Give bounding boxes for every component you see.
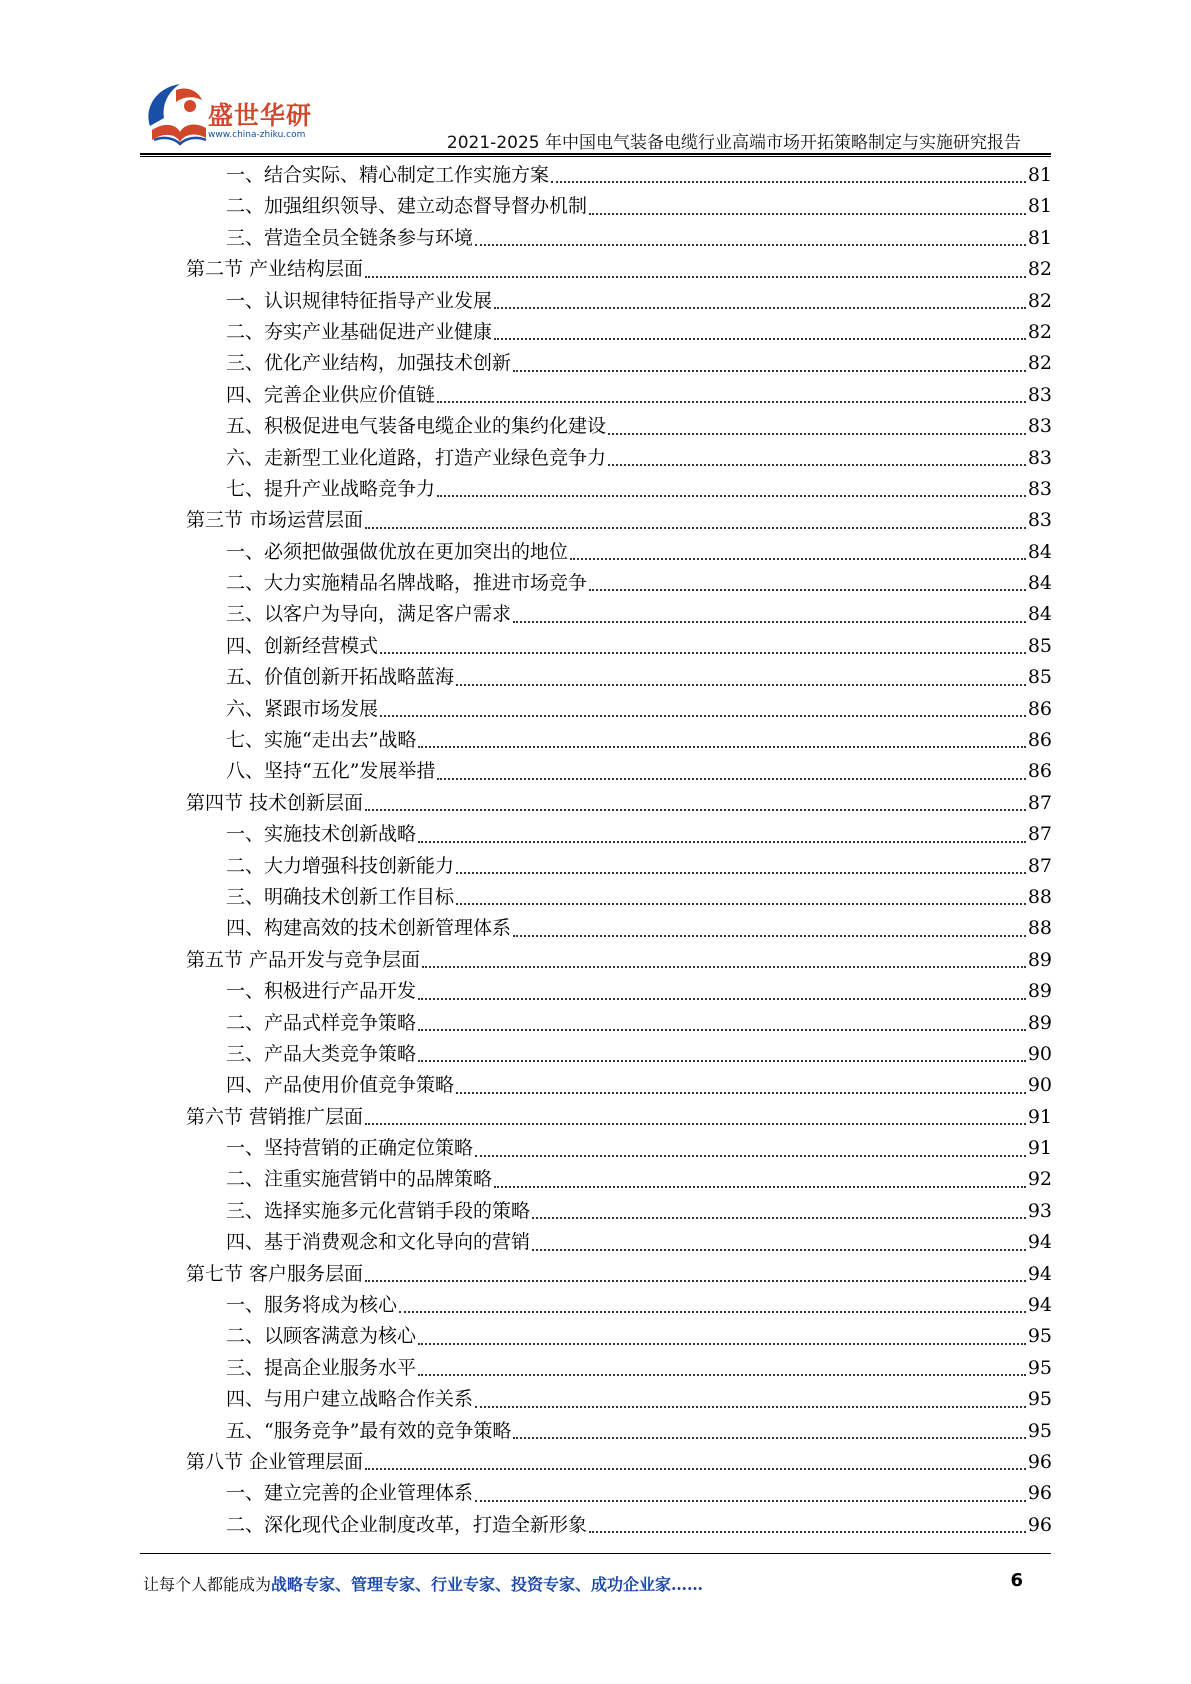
toc-entry-title: 六、紧跟市场发展 <box>226 697 379 720</box>
toc-entry-page: 81 <box>1027 163 1052 186</box>
toc-dot-leader <box>589 213 1026 215</box>
toc-dot-leader <box>608 433 1026 435</box>
toc-entry-title: 二、大力增强科技创新能力 <box>226 854 455 877</box>
toc-entry-title: 二、产品式样竞争策略 <box>226 1011 417 1034</box>
toc-entry-title: 二、以顾客满意为核心 <box>226 1325 417 1348</box>
toc-entry-page: 82 <box>1027 289 1052 312</box>
toc-subsection-entry[interactable] <box>186 411 1052 442</box>
toc-dot-leader <box>418 841 1026 843</box>
toc-entry-title: 三、以客户为导向，满足客户需求 <box>226 603 512 626</box>
toc-subsection-entry[interactable] <box>186 474 1052 505</box>
toc-subsection-entry[interactable] <box>186 1290 1052 1321</box>
toc-entry-title: 四、基于消费观念和文化导向的营销 <box>226 1231 531 1254</box>
toc-entry-page: 96 <box>1027 1513 1052 1536</box>
toc-subsection-entry[interactable] <box>186 443 1052 474</box>
toc-entry-title: 二、加强组织领导、建立动态督导督办机制 <box>226 195 588 218</box>
toc-entry-title: 七、提升产业战略竞争力 <box>226 477 436 500</box>
toc-subsection-entry[interactable] <box>186 223 1052 254</box>
toc-entry-page: 83 <box>1027 509 1052 532</box>
toc-entry-title: 第五节 产品开发与竞争层面 <box>186 948 421 971</box>
toc-entry-page: 86 <box>1027 729 1052 752</box>
toc-dot-leader <box>456 872 1026 874</box>
toc-entry-page: 96 <box>1027 1482 1052 1505</box>
toc-dot-leader <box>437 495 1026 497</box>
toc-dot-leader <box>589 1531 1026 1533</box>
brand-name: 盛世华研 <box>208 101 313 130</box>
toc-entry-page: 95 <box>1027 1325 1052 1348</box>
toc-subsection-entry[interactable] <box>186 537 1052 568</box>
toc-entry-title: 二、深化现代企业制度改革，打造全新形象 <box>226 1513 588 1536</box>
toc-subsection-entry[interactable] <box>186 694 1052 725</box>
toc-dot-leader <box>494 338 1026 340</box>
toc-section-entry[interactable] <box>186 1259 1052 1290</box>
toc-entry-page: 87 <box>1027 791 1052 814</box>
toc-entry-title: 一、结合实际、精心制定工作实施方案 <box>226 163 550 186</box>
toc-dot-leader <box>494 307 1026 309</box>
toc-entry-title: 一、认识规律特征指导产业发展 <box>226 289 493 312</box>
toc-entry-title: 七、实施“走出去”战略 <box>226 729 417 752</box>
footer-divider <box>140 1553 1051 1554</box>
toc-entry-title: 第三节 市场运营层面 <box>186 509 364 532</box>
toc-entry-title: 五、“服务竞争”最有效的竞争策略 <box>226 1419 512 1442</box>
toc-entry-title: 三、产品大类竞争策略 <box>226 1042 417 1065</box>
toc-dot-leader <box>494 1186 1026 1188</box>
toc-entry-page: 95 <box>1027 1356 1052 1379</box>
toc-entry-page: 88 <box>1027 917 1052 940</box>
toc-entry-title: 二、注重实施营销中的品牌策略 <box>226 1168 493 1191</box>
toc-entry-title: 第七节 客户服务层面 <box>186 1262 364 1285</box>
toc-dot-leader <box>418 1029 1026 1031</box>
toc-entry-title: 第四节 技术创新层面 <box>186 791 364 814</box>
toc-subsection-entry[interactable] <box>186 1353 1052 1384</box>
toc-entry-page: 95 <box>1027 1419 1052 1442</box>
toc-entry-page: 83 <box>1027 383 1052 406</box>
toc-dot-leader <box>422 966 1026 968</box>
toc-dot-leader <box>532 1249 1026 1251</box>
toc-subsection-entry[interactable] <box>186 1196 1052 1227</box>
toc-entry-page: 82 <box>1027 258 1052 281</box>
toc-entry-title: 四、构建高效的技术创新管理体系 <box>226 917 512 940</box>
toc-dot-leader <box>418 746 1025 748</box>
page-header <box>0 0 1191 160</box>
toc-entry-title: 二、大力实施精品名牌战略，推进市场竞争 <box>226 572 588 595</box>
toc-subsection-entry[interactable] <box>186 1416 1052 1447</box>
toc-subsection-entry[interactable] <box>186 1510 1052 1541</box>
toc-subsection-entry[interactable] <box>186 348 1052 379</box>
toc-dot-leader <box>418 1374 1026 1376</box>
toc-subsection-entry[interactable] <box>186 725 1052 756</box>
toc-entry-title: 三、优化产业结构，加强技术创新 <box>226 352 512 375</box>
toc-dot-leader <box>456 903 1026 905</box>
table-of-contents <box>186 160 1052 1541</box>
toc-subsection-entry[interactable] <box>186 1227 1052 1258</box>
toc-entry-page: 92 <box>1027 1168 1052 1191</box>
toc-dot-leader <box>380 652 1026 654</box>
toc-dot-leader <box>608 464 1026 466</box>
toc-entry-page: 82 <box>1027 320 1052 343</box>
toc-entry-page: 96 <box>1027 1451 1052 1473</box>
toc-entry-page: 86 <box>1027 760 1052 783</box>
toc-entry-page: 85 <box>1027 666 1052 689</box>
toc-subsection-entry[interactable] <box>186 317 1052 348</box>
toc-entry-title: 三、营造全员全链条参与环境 <box>226 226 474 249</box>
toc-entry-title: 一、必须把做强做优放在更加突出的地位 <box>226 540 569 563</box>
toc-entry-page: 93 <box>1027 1199 1052 1222</box>
toc-entry-title: 三、明确技术创新工作目标 <box>226 885 455 908</box>
toc-entry-page: 81 <box>1027 195 1052 218</box>
report-title: 2021-2025 年中国电气装备电缆行业高端市场开拓策略制定与实施研究报告 <box>446 133 1021 153</box>
toc-entry-page: 95 <box>1027 1388 1052 1411</box>
toc-section-entry[interactable] <box>186 505 1052 536</box>
toc-entry-title: 四、创新经营模式 <box>226 634 379 657</box>
toc-subsection-entry[interactable] <box>186 1008 1052 1039</box>
toc-dot-leader <box>365 1468 1026 1470</box>
toc-subsection-entry[interactable] <box>186 1133 1052 1164</box>
toc-entry-page: 88 <box>1027 885 1052 908</box>
toc-subsection-entry[interactable] <box>186 160 1052 191</box>
toc-entry-title: 二、夯实产业基础促进产业健康 <box>226 320 493 343</box>
toc-dot-leader <box>418 1343 1026 1345</box>
toc-entry-title: 三、提高企业服务水平 <box>226 1356 417 1379</box>
toc-entry-page: 94 <box>1027 1231 1052 1254</box>
toc-section-entry[interactable] <box>186 945 1052 976</box>
toc-dot-leader <box>399 1311 1026 1313</box>
toc-dot-leader <box>513 621 1026 623</box>
toc-dot-leader <box>380 715 1026 717</box>
toc-dot-leader <box>475 1500 1026 1502</box>
toc-entry-title: 八、坚持“五化”发展举措 <box>226 760 436 783</box>
toc-subsection-entry[interactable] <box>186 1478 1052 1509</box>
toc-entry-title: 一、实施技术创新战略 <box>226 823 417 846</box>
toc-entry-page: 84 <box>1027 572 1052 595</box>
toc-entry-title: 三、选择实施多元化营销手段的策略 <box>226 1199 531 1222</box>
toc-dot-leader <box>365 276 1026 278</box>
toc-dot-leader <box>570 558 1026 560</box>
toc-dot-leader <box>589 589 1026 591</box>
toc-entry-page: 83 <box>1027 446 1052 469</box>
toc-entry-page: 81 <box>1027 226 1052 249</box>
toc-dot-leader <box>513 935 1026 937</box>
toc-entry-page: 90 <box>1027 1042 1052 1065</box>
toc-subsection-entry[interactable] <box>186 1384 1052 1415</box>
toc-entry-page: 94 <box>1027 1294 1052 1317</box>
toc-entry-page: 89 <box>1027 948 1052 971</box>
toc-entry-title: 第六节 营销推广层面 <box>186 1105 364 1128</box>
toc-entry-title: 四、产品使用价值竞争策略 <box>226 1074 455 1097</box>
toc-dot-leader <box>513 370 1026 372</box>
toc-subsection-entry[interactable] <box>186 286 1052 317</box>
toc-dot-leader <box>475 244 1026 246</box>
toc-subsection-entry[interactable] <box>186 1070 1052 1101</box>
toc-entry-page: 82 <box>1027 352 1052 375</box>
toc-dot-leader <box>437 401 1026 403</box>
toc-section-entry[interactable] <box>186 788 1052 819</box>
toc-section-entry[interactable] <box>186 1102 1052 1133</box>
toc-dot-leader <box>437 778 1025 780</box>
toc-entry-page: 87 <box>1027 854 1052 877</box>
toc-subsection-entry[interactable] <box>186 819 1052 850</box>
toc-entry-title: 五、价值创新开拓战略蓝海 <box>226 666 455 689</box>
toc-entry-page: 91 <box>1027 1137 1052 1160</box>
toc-dot-leader <box>551 181 1026 183</box>
toc-entry-page: 85 <box>1027 634 1052 657</box>
page-number: 6 <box>1010 1570 1023 1591</box>
toc-dot-leader <box>456 684 1026 686</box>
toc-entry-title: 一、坚持营销的正确定位策略 <box>226 1137 474 1160</box>
toc-dot-leader <box>418 1060 1026 1062</box>
toc-subsection-entry[interactable] <box>186 756 1052 787</box>
toc-entry-title: 第八节 企业管理层面 <box>186 1451 364 1473</box>
toc-subsection-entry[interactable] <box>186 851 1052 882</box>
toc-subsection-entry[interactable] <box>186 631 1052 662</box>
toc-dot-leader <box>475 1406 1026 1408</box>
toc-entry-page: 89 <box>1027 980 1052 1003</box>
toc-subsection-entry[interactable] <box>186 976 1052 1007</box>
toc-subsection-entry[interactable] <box>186 662 1052 693</box>
toc-subsection-entry[interactable] <box>186 380 1052 411</box>
toc-entry-page: 87 <box>1027 823 1052 846</box>
toc-dot-leader <box>513 1437 1025 1439</box>
toc-entry-page: 89 <box>1027 1011 1052 1034</box>
toc-entry-page: 90 <box>1027 1074 1052 1097</box>
toc-entry-page: 86 <box>1027 697 1052 720</box>
toc-dot-leader <box>365 1280 1026 1282</box>
toc-entry-page: 83 <box>1027 477 1052 500</box>
toc-subsection-entry[interactable] <box>186 191 1052 222</box>
toc-entry-title: 第二节 产业结构层面 <box>186 258 364 281</box>
toc-subsection-entry[interactable] <box>186 1165 1052 1196</box>
toc-subsection-entry[interactable] <box>186 568 1052 599</box>
book-swoosh-logo-icon <box>140 80 215 152</box>
toc-subsection-entry[interactable] <box>186 913 1052 944</box>
toc-dot-leader <box>532 1217 1026 1219</box>
toc-section-entry[interactable] <box>186 254 1052 285</box>
toc-dot-leader <box>456 1092 1026 1094</box>
company-logo <box>140 80 315 152</box>
toc-dot-leader <box>365 527 1026 529</box>
toc-entry-page: 84 <box>1027 540 1052 563</box>
toc-entry-page: 94 <box>1027 1262 1052 1285</box>
brand-url: www.china-zhiku.com <box>208 130 306 140</box>
toc-entry-page: 91 <box>1027 1105 1052 1128</box>
footer-slogan <box>143 1572 703 1595</box>
toc-entry-title: 一、建立完善的企业管理体系 <box>226 1482 474 1505</box>
toc-subsection-entry[interactable] <box>186 599 1052 630</box>
toc-entry-title: 五、积极促进电气装备电缆企业的集约化建设 <box>226 415 607 438</box>
toc-section-entry[interactable] <box>186 1447 1052 1478</box>
toc-entry-title: 四、完善企业供应价值链 <box>226 383 436 406</box>
toc-dot-leader <box>475 1155 1026 1157</box>
footer-slogan-prefix: 让每个人都能成为 <box>143 1575 272 1594</box>
toc-entry-title: 一、服务将成为核心 <box>226 1294 398 1317</box>
toc-subsection-entry[interactable] <box>186 1039 1052 1070</box>
toc-entry-page: 83 <box>1027 415 1052 438</box>
toc-entry-page: 84 <box>1027 603 1052 626</box>
toc-entry-title: 一、积极进行产品开发 <box>226 980 417 1003</box>
toc-dot-leader <box>365 1123 1026 1125</box>
toc-subsection-entry[interactable] <box>186 882 1052 913</box>
toc-dot-leader <box>365 809 1026 811</box>
toc-dot-leader <box>418 998 1026 1000</box>
toc-subsection-entry[interactable] <box>186 1321 1052 1352</box>
header-divider <box>140 153 1051 157</box>
toc-entry-title: 四、与用户建立战略合作关系 <box>226 1388 474 1411</box>
footer-slogan-emphasis: 战略专家、管理专家、行业专家、投资专家、成功企业家…… <box>271 1575 704 1594</box>
toc-entry-title: 六、走新型工业化道路，打造产业绿色竞争力 <box>226 446 607 469</box>
